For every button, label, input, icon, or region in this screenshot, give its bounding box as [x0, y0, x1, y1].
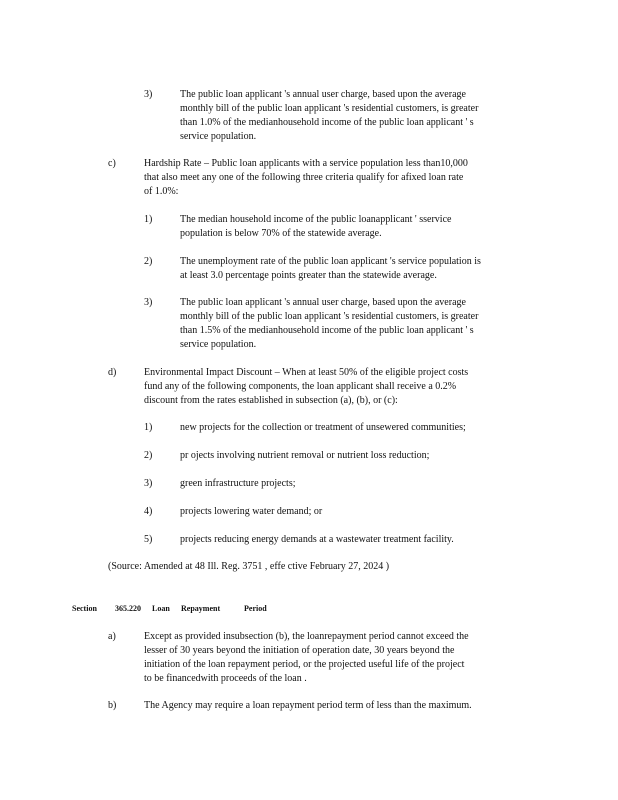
text-line: of 1.0%:: [144, 186, 179, 197]
list-number: 2): [144, 450, 153, 461]
text-line: service population.: [180, 131, 257, 142]
source-note: (Source: Amended at 48 Ill. Reg. 3751 , effe ctive February 27, 2024 ): [108, 561, 390, 572]
list-number: 2): [144, 256, 153, 267]
list-number: 5): [144, 534, 153, 545]
section-title-word: Period: [244, 604, 267, 613]
text-line: lesser of 30 years beyond the initiation of operation date, 30 years beyond the: [144, 645, 455, 656]
list-number: 1): [144, 214, 153, 225]
text-line: The public loan applicant 's annual user charge, based upon the average: [180, 297, 466, 308]
text-line: discount from the rates established in subsection (a), (b), or (c):: [144, 395, 398, 406]
text-line: than 1.5% of the medianhousehold income of the public loan applicant ' s: [180, 325, 474, 336]
text-line: Hardship Rate – Public loan applicants with a service population less than10,000: [144, 158, 468, 169]
section-number: 365.220: [115, 604, 141, 613]
section-title-word: Loan: [152, 604, 170, 613]
paragraph-criteria-1: [180, 213, 536, 241]
list-letter: b): [108, 700, 117, 711]
paragraph-hardship-rate: [144, 157, 536, 199]
text-line: service population.: [180, 339, 257, 350]
text-line: population is below 70% of the statewide average.: [180, 228, 382, 239]
list-item-text: green infrastructure projects;: [180, 478, 296, 489]
paragraph-loan-repayment-limit: [144, 630, 544, 686]
list-number: 4): [144, 506, 153, 517]
text-line: that also meet any one of the following three criteria qualify for afixed loan rate: [144, 172, 464, 183]
text-line: The median household income of the public loanapplicant ' sservice: [180, 214, 452, 225]
section-title-word: Repayment: [181, 604, 221, 613]
paragraph-item-3-charge-1-0: [180, 88, 536, 144]
list-letter: a): [108, 631, 116, 642]
list-letter: d): [108, 367, 117, 378]
list-item-text: new projects for the collection or treatment of unsewered communities;: [180, 422, 466, 433]
list-number: 3): [144, 478, 153, 489]
list-item-text: projects reducing energy demands at a wastewater treatment facility.: [180, 534, 454, 545]
paragraph-criteria-3: [180, 296, 536, 352]
text-line: monthly bill of the public loan applicant 's residential customers, is greater: [180, 311, 479, 322]
text-line: The public loan applicant 's annual user charge, based upon the average: [180, 89, 466, 100]
section-heading: [72, 603, 292, 615]
list-number: 1): [144, 422, 153, 433]
text-line: initiation of the loan repayment period, or the projected useful life of the project: [144, 659, 465, 670]
text-line: The unemployment rate of the public loan applicant 's service population is: [180, 256, 481, 267]
text-line: monthly bill of the public loan applicant 's residential customers, is greater: [180, 103, 479, 114]
list-letter: c): [108, 158, 116, 169]
paragraph-criteria-2: [180, 255, 546, 283]
text-line: Environmental Impact Discount – When at least 50% of the eligible project costs: [144, 367, 469, 378]
text-line: than 1.0% of the medianhousehold income of the public loan applicant ' s: [180, 117, 474, 128]
text-line: Except as provided insubsection (b), the loanrepayment period cannot exceed the: [144, 631, 469, 642]
paragraph-environmental-impact-discount: [144, 366, 536, 408]
text-line: fund any of the following components, the loan applicant shall receive a 0.2%: [144, 381, 457, 392]
paragraph-agency-shorter-term: The Agency may require a loan repayment period term of less than the maximum.: [144, 700, 472, 711]
list-item-text: projects lowering water demand; or: [180, 506, 323, 517]
section-word: Section: [72, 604, 97, 613]
text-line: to be financedwith proceeds of the loan .: [144, 673, 307, 684]
text-line: at least 3.0 percentage points greater than the statewide average.: [180, 270, 437, 281]
list-item-text: pr ojects involving nutrient removal or nutrient loss reduction;: [180, 450, 430, 461]
list-number: 3): [144, 89, 153, 100]
list-number: 3): [144, 297, 153, 308]
